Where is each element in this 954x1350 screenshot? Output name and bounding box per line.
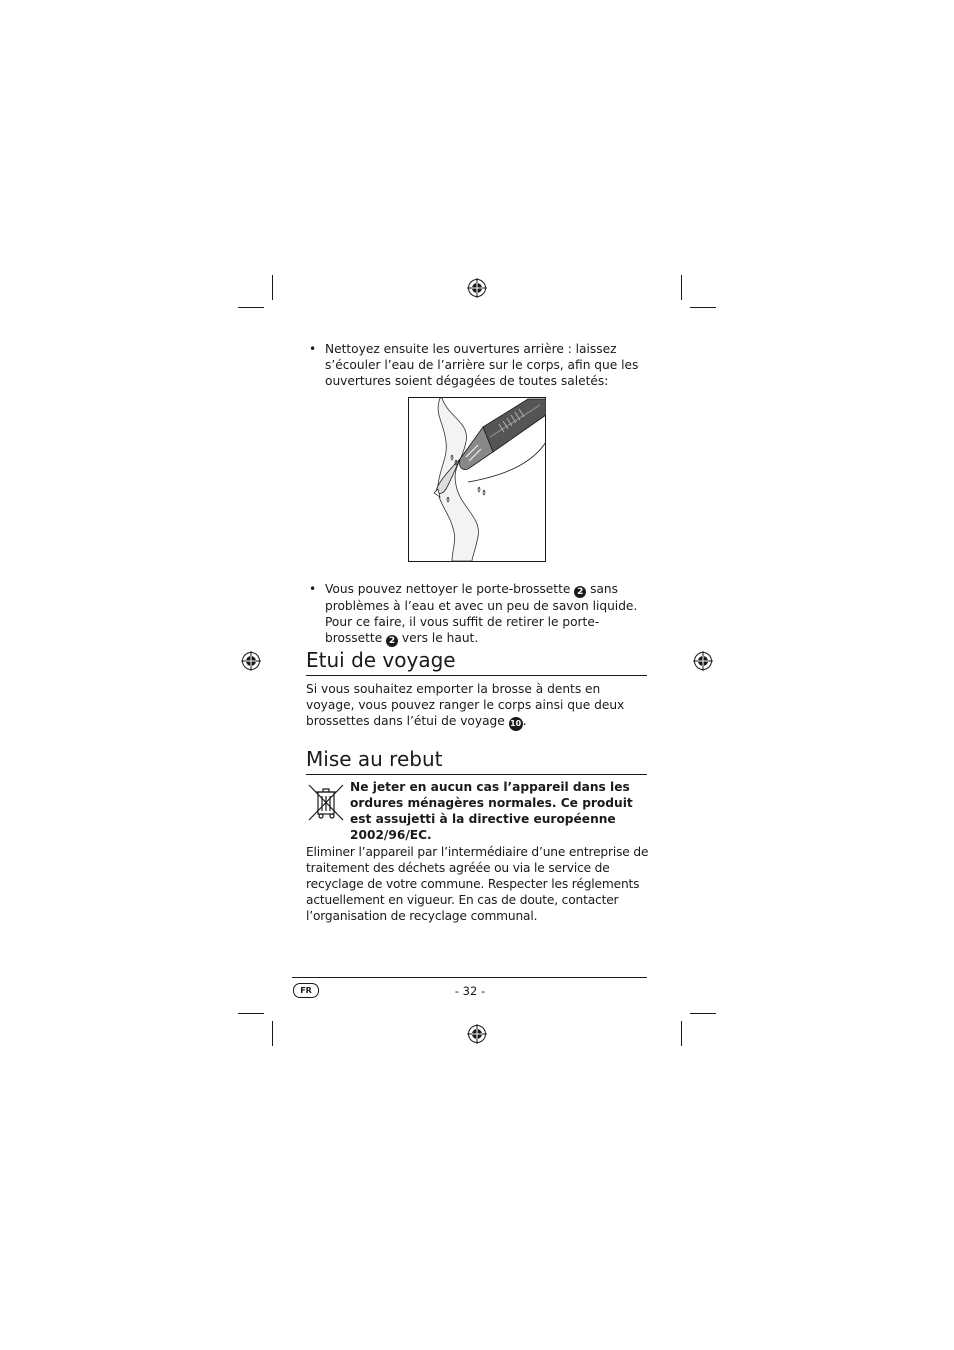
section-heading-disposal: Mise au rebut (306, 747, 647, 775)
footer-rule (292, 977, 647, 978)
bullet-dot: • (309, 582, 317, 596)
bullet-dot: • (309, 342, 317, 356)
list-item (306, 581, 650, 647)
bullet-text-part: Vous pouvez nettoyer le porte-brossette (325, 582, 575, 596)
travel-case-paragraph (306, 681, 650, 731)
crop-mark (272, 275, 273, 300)
registration-mark-icon (467, 1024, 487, 1044)
crop-mark (238, 1013, 264, 1014)
crop-mark (681, 275, 682, 300)
bullet-list-top (306, 341, 650, 389)
disposal-warning: Ne jeter en aucun cas l’appareil dans les ordures ménagères normales. Ce produit est assujetti à la directive européenne 2002/96/EC. (350, 780, 633, 842)
section-heading-travel-case: Etui de voyage (306, 648, 647, 676)
travel-case-text: Si vous souhaitez emporter la brosse à dents en voyage, vous pouvez ranger le corps ainsi que deux brossettes dans l’étui de voyage (306, 682, 625, 728)
crop-mark (272, 1021, 273, 1046)
bullet-text-part: vers le haut. (398, 631, 479, 645)
travel-case-text-end: . (522, 714, 527, 728)
part-number-badge: 2 (386, 635, 398, 647)
bullet-list-bottom (306, 581, 650, 647)
bullet-text: Nettoyez ensuite les ouvertures arrière : laissez s’écouler l’eau de l’arrière sur le corps, afin que les ouvertures soient dégagées de toutes saletés: (325, 342, 639, 388)
list-item (306, 341, 650, 389)
part-number-badge: 2 (574, 586, 586, 598)
part-number-badge: 10 (509, 717, 523, 731)
disposal-paragraph: Eliminer l’appareil par l’intermédiaire d’une entreprise de traitement des déchets agréée ou via le service de recyclage de votre commune. Respecter les réglements actuellement en vigueur. En cas de doute, contacter l’organisation de recyclage communal. (306, 845, 649, 923)
registration-mark-icon (467, 278, 487, 298)
registration-mark-icon (693, 651, 713, 671)
crossed-out-bin-icon (306, 782, 346, 822)
registration-mark-icon (241, 651, 261, 671)
language-badge (293, 983, 319, 998)
toothbrush-rinse-illustration (408, 397, 546, 562)
language-code: FR (300, 986, 312, 995)
page-number: - 32 - (454, 984, 486, 998)
crop-mark (690, 1013, 716, 1014)
crop-mark (681, 1021, 682, 1046)
crop-mark (238, 307, 264, 308)
bullet-text-part: sans problèmes à l’eau et avec un peu de savon liquide. Pour ce faire, il vous suffit de retirer le porte-brossette (325, 582, 638, 645)
crop-mark (690, 307, 716, 308)
